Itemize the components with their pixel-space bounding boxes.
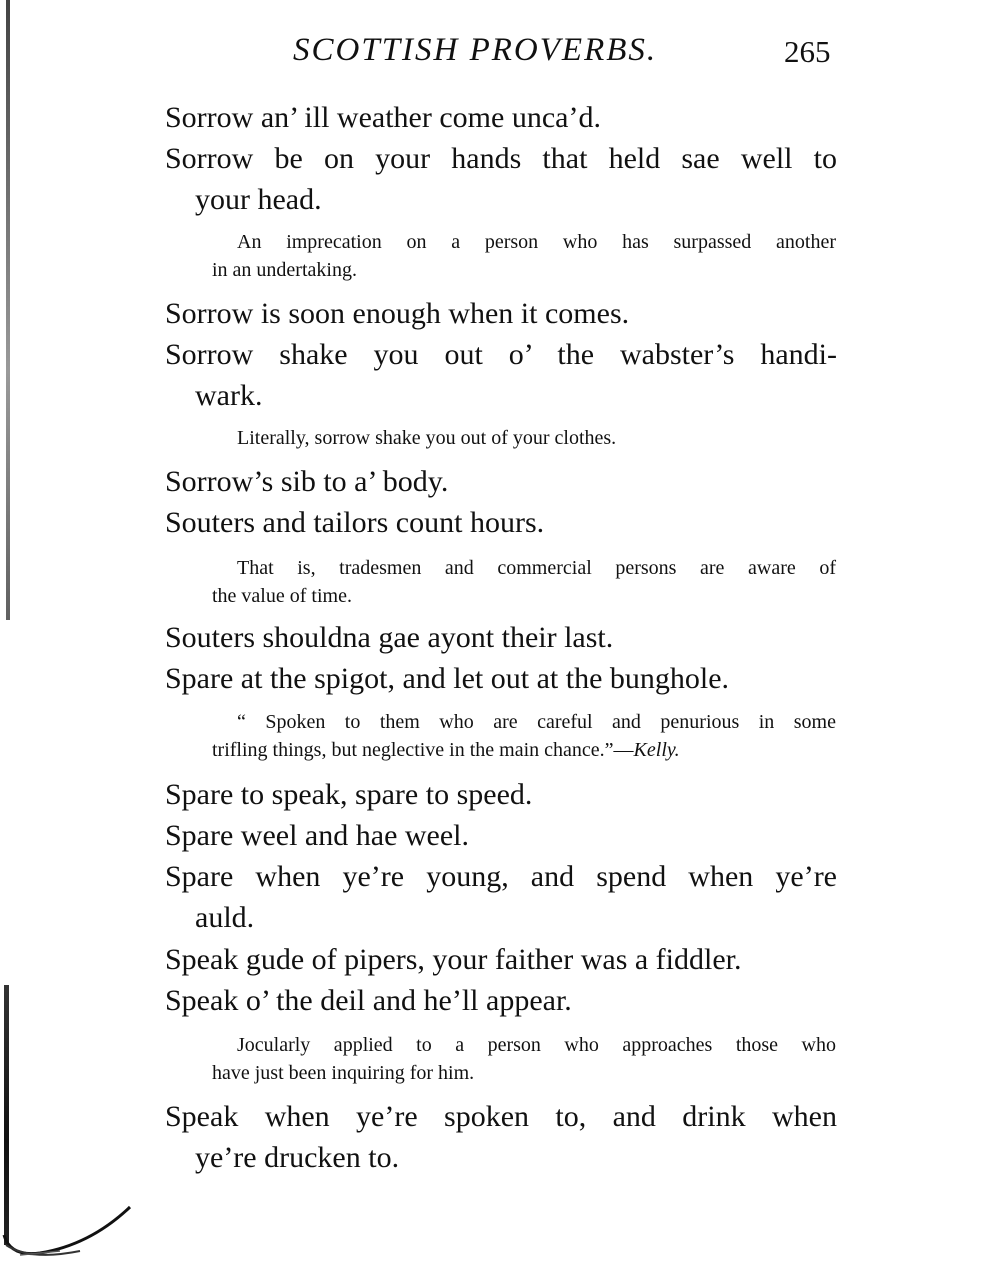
proverb-text: Speak gude of pipers, your faither was a fiddler. <box>165 943 742 976</box>
running-head <box>0 32 1000 76</box>
running-title: SCOTTISH PROVERBS. <box>293 32 658 68</box>
proverb-text: Spare weel and hae weel. <box>165 819 470 852</box>
proverb-entry <box>165 617 837 658</box>
proverb-text: Sorrow be on your hands that held sae well to <box>165 142 837 175</box>
proverb-text: Sorrow’s sib to a’ body. <box>165 465 449 498</box>
proverb-text: Speak when ye’re spoken to, and drink when <box>165 1100 837 1133</box>
proverb-continuation: your head. <box>195 183 322 216</box>
note-continuation: the value of time. <box>212 585 352 607</box>
note-text: Literally, sorrow shake you out of your clothes. <box>237 427 617 449</box>
proverb-text: Spare when ye’re young, and spend when ye’re <box>165 860 837 893</box>
proverb-entry <box>165 658 837 699</box>
proverb-note <box>212 424 836 452</box>
proverb-text: Souters and tailors count hours. <box>165 506 545 539</box>
proverb-text: Souters shouldna gae ayont their last. <box>165 621 614 654</box>
proverb-note <box>212 1031 836 1087</box>
binding-shadow <box>6 0 10 620</box>
proverb-entry <box>165 97 837 138</box>
proverb-note <box>212 708 836 764</box>
proverb-note <box>212 554 836 610</box>
proverb-text: Sorrow shake you out o’ the wabster’s handi- <box>165 338 837 371</box>
proverb-continuation: wark. <box>195 379 263 412</box>
page-number: 265 <box>784 34 831 69</box>
proverb-entry <box>165 774 837 815</box>
note-continuation: have just been inquiring for him. <box>212 1062 475 1084</box>
note-text: Jocularly applied to a person who approaches those who <box>237 1034 836 1056</box>
proverb-text: Sorrow is soon enough when it comes. <box>165 297 630 330</box>
note-attribution: Kelly. <box>633 739 680 761</box>
proverb-text: Speak o’ the deil and he’ll appear. <box>165 984 572 1017</box>
proverb-text: Spare to speak, spare to speed. <box>165 778 533 811</box>
proverb-entry <box>165 334 837 416</box>
page-curl-mark <box>0 1195 180 1265</box>
proverb-entry <box>165 1096 837 1178</box>
proverb-entry <box>165 939 837 980</box>
note-text: An imprecation on a person who has surpassed another <box>237 231 836 253</box>
proverb-entry <box>165 293 837 334</box>
proverb-continuation: auld. <box>195 901 255 934</box>
proverb-entry <box>165 502 837 543</box>
proverb-continuation: ye’re drucken to. <box>195 1141 400 1174</box>
note-text: “ Spoken to them who are careful and penurious in some <box>237 711 836 733</box>
proverb-entry <box>165 138 837 220</box>
proverb-entry <box>165 980 837 1021</box>
proverb-entry <box>165 815 837 856</box>
note-text: That is, tradesmen and commercial persons are aware of <box>237 557 836 579</box>
proverb-note <box>212 228 836 284</box>
proverb-entry <box>165 856 837 938</box>
note-continuation <box>212 736 836 764</box>
proverb-entry <box>165 461 837 502</box>
note-quote-text: trifling things, but neglective in the main chance.”— <box>212 739 634 761</box>
proverb-text: Spare at the spigot, and let out at the bunghole. <box>165 662 730 695</box>
note-continuation: in an undertaking. <box>212 259 357 281</box>
proverb-text: Sorrow an’ ill weather come unca’d. <box>165 101 601 134</box>
